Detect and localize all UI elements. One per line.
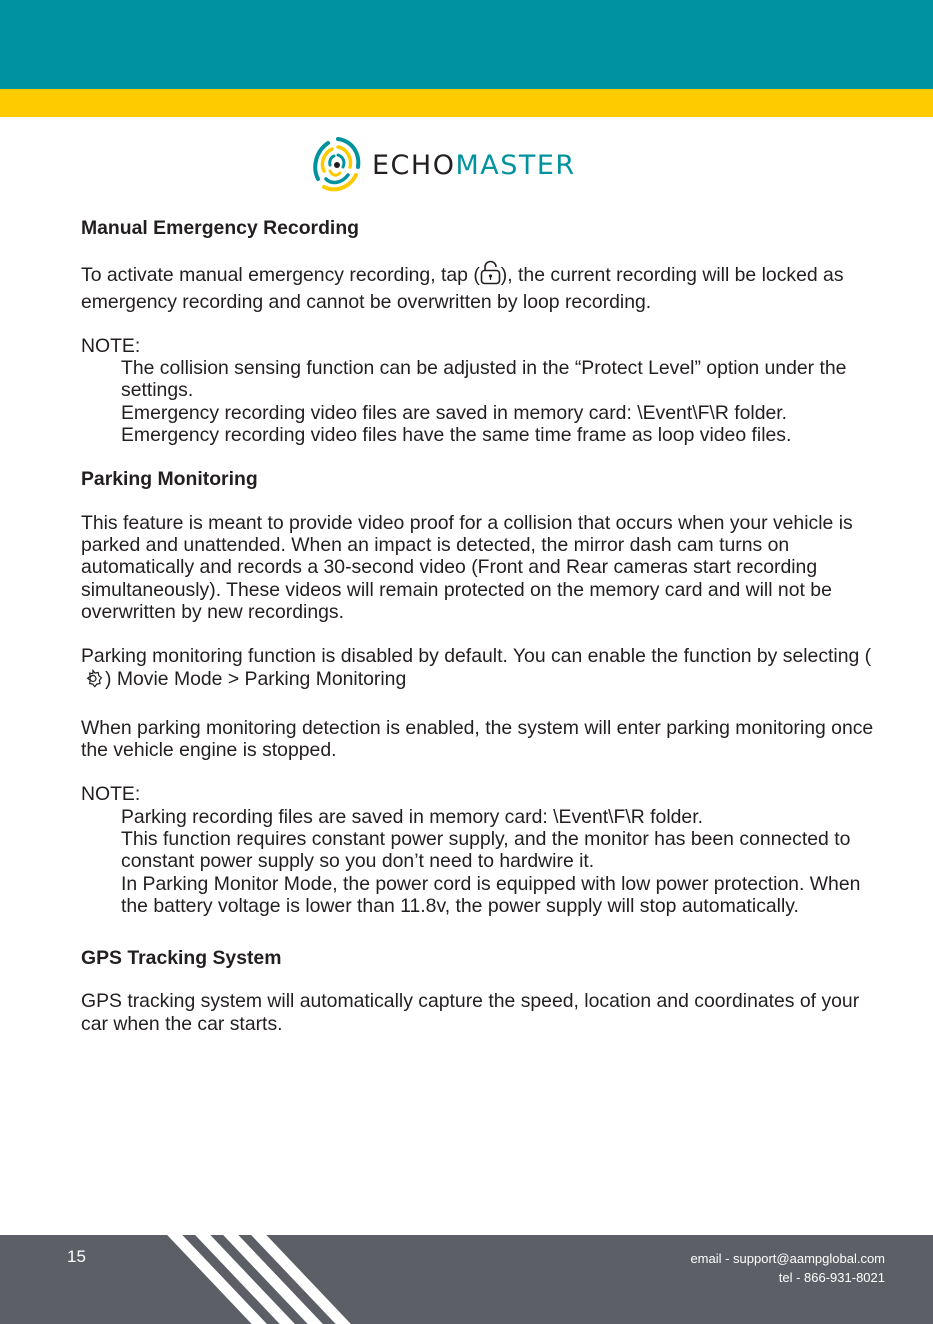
lock-icon — [480, 260, 501, 290]
brand-wordmark — [372, 149, 576, 181]
brand-word-master: MASTER — [455, 149, 576, 181]
list-item: Parking recording files are saved in memory card: \Event\F\R folder. — [121, 805, 703, 828]
section-title-emergency: Manual Emergency Recording — [81, 217, 360, 239]
footer-stripes-decoration — [0, 1235, 400, 1324]
header-band — [0, 0, 933, 89]
parking-note-label: NOTE: — [81, 783, 141, 806]
gear-icon — [81, 667, 105, 694]
emergency-notes-list — [121, 357, 881, 446]
contact-info — [690, 1249, 885, 1287]
list-item: This function requires constant power supply, and the monitor has been connected to constant power supply so you don’t need to hardwire it. — [121, 827, 851, 873]
list-item: In Parking Monitor Mode, the power cord is equipped with low power protection. When the battery voltage is lower than 11.8v, the power supply will stop automatically. — [121, 872, 861, 917]
brand-word-echo: ECHO — [372, 149, 456, 181]
emergency-intro-text-2: ), the current recording will be locked as emergency recording and cannot be overwritten by loop recording. — [81, 264, 844, 313]
echomaster-logo — [312, 133, 576, 197]
section-title-parking: Parking Monitoring — [81, 468, 258, 491]
parking-enable-text-1: Parking monitoring function is disabled by default. You can enable the function by selecting ( — [81, 645, 872, 668]
list-item: Emergency recording video files have the same time frame as loop video files. — [121, 424, 792, 447]
gps-paragraph: GPS tracking system will automatically capture the speed, location and coordinates of your car when the car starts. — [81, 990, 860, 1035]
logo-emblem-icon — [312, 135, 364, 195]
parking-enable-text-2: ) Movie Mode > Parking Monitoring — [105, 668, 407, 691]
footer-band — [0, 1235, 933, 1324]
page-content — [81, 217, 881, 1057]
parking-enable-paragraph — [81, 645, 881, 695]
parking-intro-paragraph: This feature is meant to provide video proof for a collision that occurs when your vehicle is parked and unattended. When an impact is detected, the mirror dash cam turns on automatically and records a 30-second video (Front and Rear cameras start recording simultaneously). These videos will remain protected on the memory card and will not be overwritten by new recordings. — [81, 511, 853, 623]
header-accent-band — [0, 89, 933, 117]
page-number: 15 — [67, 1247, 86, 1266]
emergency-note-label: NOTE: — [81, 334, 141, 357]
list-item: The collision sensing function can be adjusted in the “Protect Level” option under the settings. — [121, 357, 847, 402]
parking-detection-paragraph: When parking monitoring detection is enabled, the system will enter parking monitoring once the vehicle engine is stopped. — [81, 716, 874, 762]
contact-email: email - support@aampglobal.com — [690, 1251, 885, 1266]
emergency-intro-text-1: To activate manual emergency recording, tap ( — [81, 264, 480, 287]
emergency-intro-paragraph — [81, 260, 881, 313]
parking-notes-list — [121, 806, 881, 917]
section-title-gps: GPS Tracking System — [81, 947, 282, 970]
contact-phone: tel - 866-931-8021 — [778, 1270, 885, 1285]
list-item: Emergency recording video files are saved in memory card: \Event\F\R folder. — [121, 401, 788, 424]
